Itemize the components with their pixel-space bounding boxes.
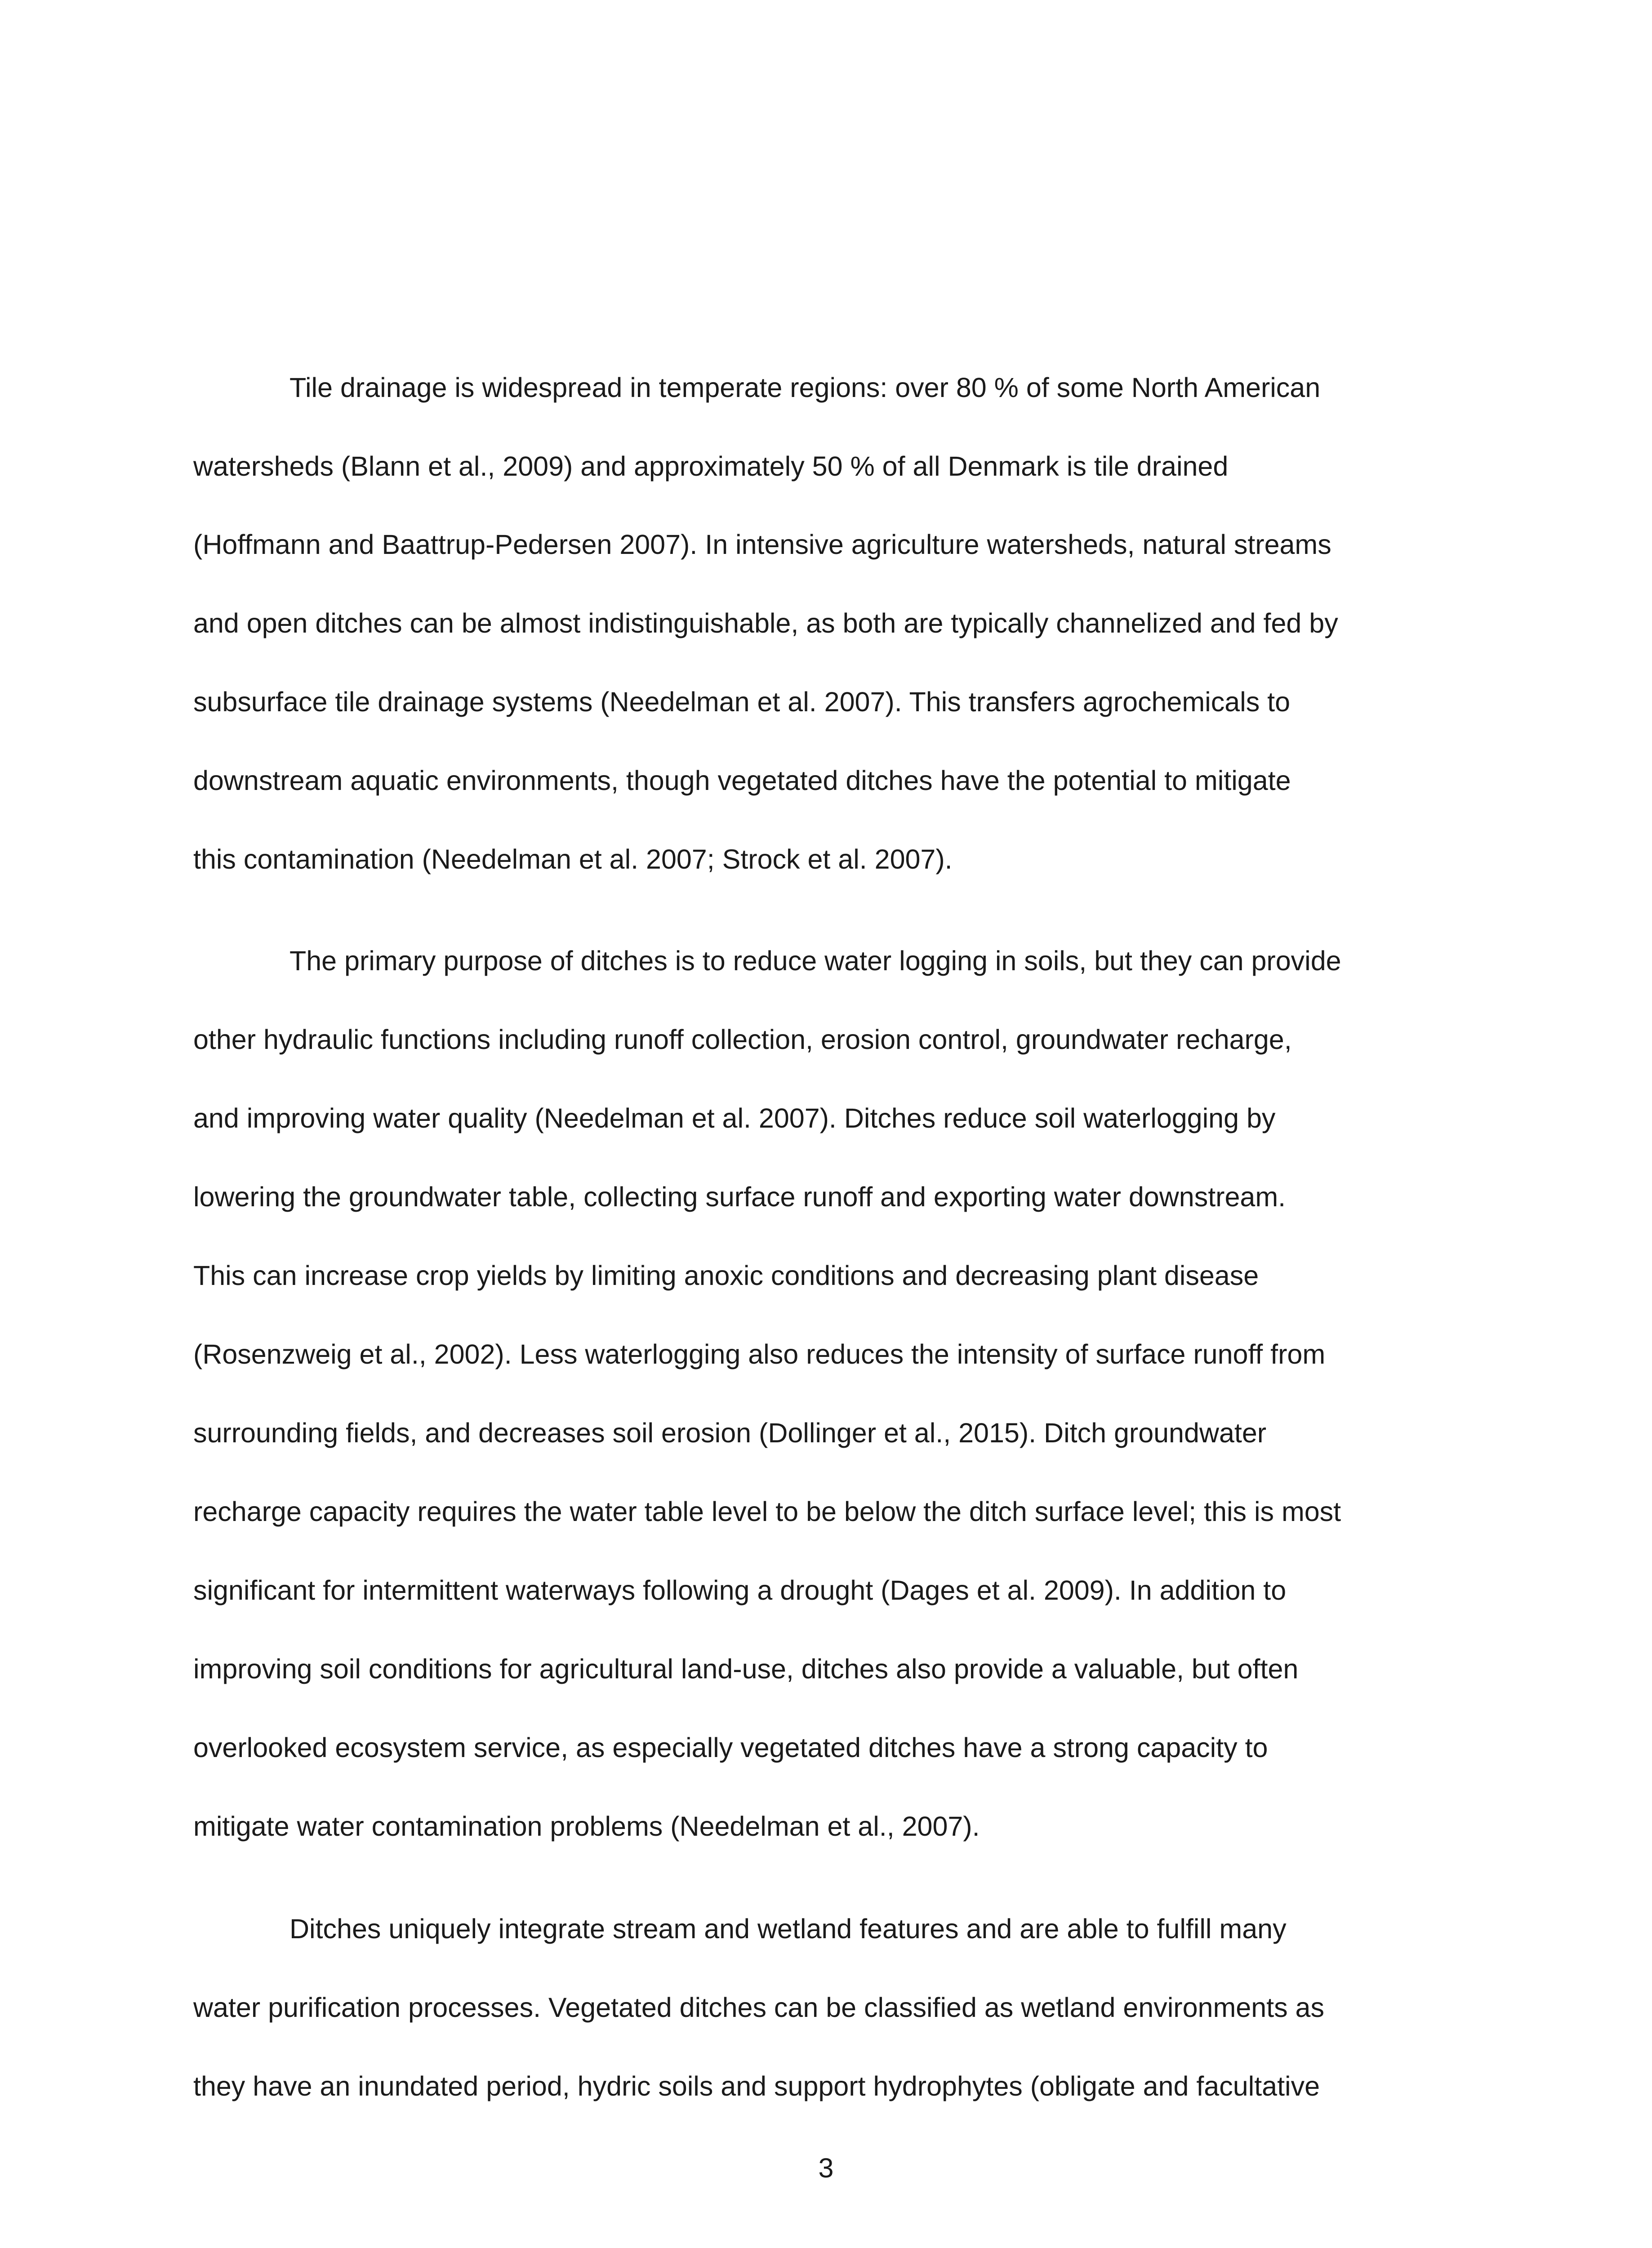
paragraph-1-line-2: watersheds (Blann et al., 2009) and approximately 50 % of all Denmark is tile drained xyxy=(193,451,1229,482)
page-number: 3 xyxy=(818,2153,834,2183)
paragraph-2-line-5: This can increase crop yields by limiting anoxic conditions and decreasing plant disease xyxy=(193,1260,1259,1291)
paragraph-2-line-2: other hydraulic functions including runoff collection, erosion control, groundwater recharge, xyxy=(193,1024,1292,1055)
paragraph-2-line-10: improving soil conditions for agricultural land-use, ditches also provide a valuable, but often xyxy=(193,1654,1299,1684)
paragraph-1-line-1: Tile drainage is widespread in temperate regions: over 80 % of some North American xyxy=(289,372,1321,403)
paragraph-1-line-3: (Hoffmann and Baattrup-Pedersen 2007). In intensive agriculture watersheds, natural streams xyxy=(193,529,1331,560)
paragraph-1-line-5: subsurface tile drainage systems (Needelman et al. 2007). This transfers agrochemicals to xyxy=(193,687,1291,717)
paragraph-1-line-6: downstream aquatic environments, though vegetated ditches have the potential to mitigate xyxy=(193,765,1291,796)
paragraph-2-line-3: and improving water quality (Needelman et al. 2007). Ditches reduce soil waterlogging by xyxy=(193,1103,1276,1133)
paragraph-2-line-8: recharge capacity requires the water table level to be below the ditch surface level; this is most xyxy=(193,1496,1341,1527)
paragraph-1-line-7: this contamination (Needelman et al. 2007; Strock et al. 2007). xyxy=(193,844,953,874)
paragraph-2-line-1: The primary purpose of ditches is to reduce water logging in soils, but they can provide xyxy=(289,946,1341,976)
paragraph-2-line-6: (Rosenzweig et al., 2002). Less waterlogging also reduces the intensity of surface runoff from xyxy=(193,1339,1326,1369)
paragraph-3-line-2: water purification processes. Vegetated ditches can be classified as wetland environments as xyxy=(193,1992,1324,2023)
paragraph-2-line-9: significant for intermittent waterways following a drought (Dages et al. 2009). In addition to xyxy=(193,1575,1287,1606)
paragraph-1-line-4: and open ditches can be almost indistinguishable, as both are typically channelized and fed by xyxy=(193,608,1338,638)
paragraph-3-line-3: they have an inundated period, hydric soils and support hydrophytes (obligate and facultative xyxy=(193,2071,1320,2101)
paragraph-2-line-11: overlooked ecosystem service, as especially vegetated ditches have a strong capacity to xyxy=(193,1732,1268,1763)
paragraph-2-line-7: surrounding fields, and decreases soil erosion (Dollinger et al., 2015). Ditch groundwater xyxy=(193,1418,1267,1448)
paragraph-2-line-4: lowering the groundwater table, collecting surface runoff and exporting water downstream. xyxy=(193,1182,1286,1212)
paragraph-3-line-1: Ditches uniquely integrate stream and wetland features and are able to fulfill many xyxy=(289,1913,1287,1944)
paragraph-2-line-12: mitigate water contamination problems (Needelman et al., 2007). xyxy=(193,1811,980,1842)
